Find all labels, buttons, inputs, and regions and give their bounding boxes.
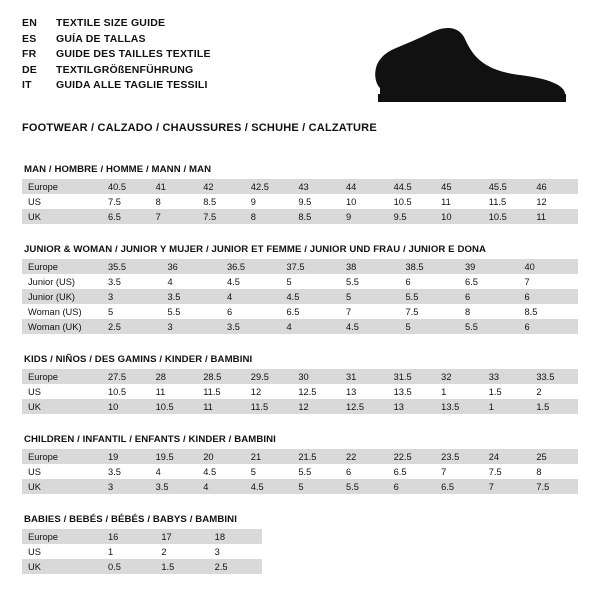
- cell: 1.5: [155, 559, 208, 574]
- language-title: GUIDA ALLE TAGLIE TESSILI: [56, 79, 208, 91]
- cell: 2: [536, 386, 542, 397]
- cell: 6: [388, 479, 436, 494]
- size-table-junior-woman: [22, 259, 578, 334]
- cell: 45.5: [483, 179, 531, 194]
- cell: 4.5: [227, 276, 240, 287]
- dress-shoe-icon: [370, 26, 570, 104]
- table-row: [22, 179, 578, 194]
- language-title: GUIDE DES TAILLES TEXTILE: [56, 48, 211, 60]
- cell: 1: [483, 399, 531, 414]
- section-title: KIDS / NIÑOS / DES GAMINS / KINDER / BAMBINI: [24, 354, 253, 365]
- cell: 24: [483, 449, 531, 464]
- cell: 21: [245, 449, 293, 464]
- cell: 6: [519, 319, 579, 334]
- table-row: [22, 464, 578, 479]
- cell: 29.5: [245, 369, 293, 384]
- cell: 9.5: [388, 209, 436, 224]
- cell: 6.5: [435, 479, 483, 494]
- cell: 5.5: [167, 306, 181, 317]
- cell: 40: [519, 259, 579, 274]
- cell: 9.5: [298, 196, 312, 207]
- cell: 3: [102, 479, 150, 494]
- cell: 4: [281, 319, 341, 334]
- cell: 25: [530, 449, 578, 464]
- cell: 3.5: [150, 479, 198, 494]
- language-title: TEXTILGRÖßENFÜHRUNG: [56, 63, 194, 76]
- cell: 8: [465, 306, 471, 317]
- cell: 32: [435, 369, 483, 384]
- table-row: [22, 259, 578, 274]
- cell: 12: [250, 386, 262, 397]
- category-title: FOOTWEAR / CALZADO / CHAUSSURES / SCHUHE / CALZATURE: [22, 122, 377, 134]
- cell: 4: [155, 466, 161, 477]
- row-label: Woman (US): [28, 306, 82, 317]
- cell: 10.5: [393, 196, 412, 207]
- language-code: DE: [22, 63, 37, 76]
- cell: 7: [441, 466, 447, 477]
- row-label: Europe: [22, 179, 102, 194]
- table-row: [22, 559, 262, 574]
- cell: 7.5: [197, 209, 245, 224]
- cell: 4.5: [340, 319, 400, 334]
- cell: 8: [155, 196, 161, 207]
- cell: 11.5: [488, 196, 507, 207]
- cell: 27.5: [102, 369, 150, 384]
- cell: 28.5: [197, 369, 245, 384]
- row-label: US: [28, 386, 41, 397]
- cell: 30: [292, 369, 340, 384]
- cell: 8: [536, 466, 542, 477]
- row-label: US: [28, 196, 41, 207]
- size-table-man: [22, 179, 578, 224]
- page-header: [22, 16, 578, 104]
- cell: 12.5: [340, 399, 388, 414]
- table-row: [22, 399, 578, 414]
- cell: 8: [245, 209, 293, 224]
- cell: 1.5: [530, 399, 578, 414]
- cell: 41: [150, 179, 198, 194]
- cell: 2.5: [102, 319, 162, 334]
- table-row: [22, 449, 578, 464]
- table-row: [22, 194, 578, 209]
- cell: 7.5: [530, 479, 578, 494]
- table-row: [22, 289, 578, 304]
- cell: 3.5: [108, 466, 121, 477]
- cell: 19: [102, 449, 150, 464]
- cell: 36.5: [221, 259, 281, 274]
- cell: 21.5: [292, 449, 340, 464]
- cell: 12: [536, 196, 547, 207]
- cell: 11.5: [203, 386, 221, 397]
- cell: 5.5: [459, 319, 519, 334]
- cell: 6.5: [465, 276, 478, 287]
- cell: 3: [102, 289, 162, 304]
- row-label: Junior (UK): [22, 289, 102, 304]
- cell: 8.5: [292, 209, 340, 224]
- cell: 33: [483, 369, 531, 384]
- cell: 6: [345, 466, 352, 477]
- language-row: [22, 78, 211, 94]
- cell: 13: [388, 399, 436, 414]
- cell: 8.5: [524, 306, 538, 317]
- cell: 13: [345, 386, 357, 397]
- cell: 46: [530, 179, 578, 194]
- cell: 11.5: [245, 399, 293, 414]
- cell: 5: [286, 276, 292, 287]
- section-man: [22, 164, 578, 224]
- cell: 6: [519, 289, 579, 304]
- table-row: [22, 384, 578, 399]
- cell: 11: [530, 209, 578, 224]
- cell: 4: [197, 479, 245, 494]
- row-label: Europe: [22, 449, 102, 464]
- section-children: [22, 434, 578, 494]
- cell: 20: [197, 449, 245, 464]
- row-label: UK: [22, 399, 102, 414]
- cell: 36: [162, 259, 222, 274]
- cell: 33.5: [530, 369, 578, 384]
- cell: 7: [524, 276, 530, 287]
- cell: 37.5: [281, 259, 341, 274]
- table-row: [22, 479, 578, 494]
- cell: 45: [435, 179, 483, 194]
- cell: 3: [162, 319, 222, 334]
- cell: 17: [155, 529, 208, 544]
- cell: 13.5: [435, 399, 483, 414]
- cell: 1: [108, 546, 114, 557]
- cell: 10: [102, 399, 150, 414]
- row-label: UK: [22, 209, 102, 224]
- cell: 4.5: [281, 289, 341, 304]
- language-row: [22, 63, 211, 79]
- cell: 3.5: [221, 319, 281, 334]
- cell: 4: [221, 289, 281, 304]
- cell: 31: [340, 369, 388, 384]
- cell: 3: [214, 546, 220, 557]
- cell: 5: [250, 466, 256, 477]
- size-table-babies: [22, 529, 262, 574]
- cell: 38.5: [400, 259, 460, 274]
- cell: 2.5: [209, 559, 262, 574]
- cell: 43: [292, 179, 340, 194]
- cell: 1.5: [488, 386, 502, 397]
- cell: 1: [441, 386, 447, 397]
- section-title: JUNIOR & WOMAN / JUNIOR Y MUJER / JUNIOR ET FEMME / JUNIOR UND FRAU / JUNIOR E DONA: [24, 244, 487, 255]
- cell: 28: [150, 369, 198, 384]
- cell: 22: [340, 449, 388, 464]
- cell: 4: [167, 276, 173, 287]
- cell: 6.5: [102, 209, 150, 224]
- cell: 42: [197, 179, 245, 194]
- cell: 0.5: [102, 559, 155, 574]
- table-row: [22, 209, 578, 224]
- size-table-children: [22, 449, 578, 494]
- cell: 9: [340, 209, 388, 224]
- row-label: UK: [22, 479, 102, 494]
- cell: 4.5: [245, 479, 293, 494]
- language-code: FR: [22, 48, 37, 60]
- row-label: Europe: [22, 529, 102, 544]
- cell: 6.5: [393, 466, 407, 477]
- cell: 39: [459, 259, 519, 274]
- cell: 10.5: [150, 399, 198, 414]
- section-babies: [22, 514, 578, 574]
- language-row: [22, 47, 211, 63]
- cell: 3.5: [162, 289, 222, 304]
- cell: 40.5: [102, 179, 150, 194]
- cell: 6: [227, 306, 233, 317]
- cell: 11: [441, 196, 451, 207]
- cell: 19.5: [150, 449, 198, 464]
- cell: 10.5: [483, 209, 531, 224]
- row-label: US: [28, 546, 41, 557]
- cell: 11: [155, 386, 166, 397]
- table-row: [22, 369, 578, 384]
- cell: 18: [209, 529, 262, 544]
- cell: 16: [102, 529, 155, 544]
- table-row: [22, 529, 262, 544]
- cell: 22.5: [388, 449, 436, 464]
- cell: 7.5: [108, 196, 121, 207]
- language-code: IT: [22, 79, 32, 91]
- cell: 9: [250, 196, 256, 207]
- cell: 5.5: [298, 466, 312, 477]
- cell: 10: [435, 209, 483, 224]
- cell: 10: [345, 196, 357, 207]
- section-kids: [22, 354, 578, 414]
- table-row: [22, 319, 578, 334]
- section-title: BABIES / BEBÉS / BÉBÉS / BABYS / BAMBINI: [24, 514, 237, 525]
- table-row: [22, 304, 578, 319]
- cell: 13.5: [393, 386, 412, 397]
- cell: 5.5: [340, 479, 388, 494]
- cell: 3.5: [108, 276, 121, 287]
- language-code: ES: [22, 32, 37, 45]
- language-row: [22, 16, 211, 32]
- cell: 35.5: [102, 259, 162, 274]
- table-row: [22, 274, 578, 289]
- row-label: Woman (UK): [22, 319, 102, 334]
- cell: 23.5: [435, 449, 483, 464]
- cell: 38: [340, 259, 400, 274]
- cell: 5.5: [346, 276, 359, 287]
- cell: 7: [483, 479, 531, 494]
- cell: 6: [405, 276, 411, 287]
- language-title: GUÍA DE TALLAS: [56, 32, 146, 45]
- size-table-kids: [22, 369, 578, 414]
- language-title-list: [22, 16, 211, 94]
- cell: 7.5: [405, 306, 419, 317]
- row-label: Junior (US): [28, 276, 76, 287]
- cell: 6: [459, 289, 519, 304]
- cell: 5: [400, 319, 460, 334]
- cell: 6.5: [286, 306, 300, 317]
- section-junior-woman: [22, 244, 578, 334]
- cell: 11: [197, 399, 245, 414]
- cell: 31.5: [388, 369, 436, 384]
- language-code: EN: [22, 17, 37, 29]
- cell: 42.5: [245, 179, 293, 194]
- section-title: MAN / HOMBRE / HOMME / MANN / MAN: [24, 164, 212, 175]
- cell: 5: [108, 306, 114, 317]
- section-title: CHILDREN / INFANTIL / ENFANTS / KINDER / BAMBINI: [24, 434, 276, 445]
- cell: 2: [161, 546, 167, 557]
- cell: 7: [346, 306, 352, 317]
- cell: 12: [292, 399, 340, 414]
- cell: 12.5: [298, 386, 317, 397]
- cell: 44: [340, 179, 388, 194]
- table-row: [22, 544, 262, 559]
- row-label: Europe: [22, 369, 102, 384]
- cell: 7: [150, 209, 198, 224]
- language-title: TEXTILE SIZE GUIDE: [56, 17, 166, 29]
- cell: 44.5: [388, 179, 436, 194]
- language-row: [22, 32, 211, 48]
- cell: 7.5: [488, 466, 502, 477]
- row-label: UK: [22, 559, 102, 574]
- cell: 10.5: [108, 386, 127, 397]
- row-label: Europe: [22, 259, 102, 274]
- cell: 5: [292, 479, 340, 494]
- cell: 4.5: [203, 466, 217, 477]
- cell: 5.5: [400, 289, 460, 304]
- cell: 8.5: [203, 196, 217, 207]
- row-label: US: [28, 466, 41, 477]
- cell: 5: [340, 289, 400, 304]
